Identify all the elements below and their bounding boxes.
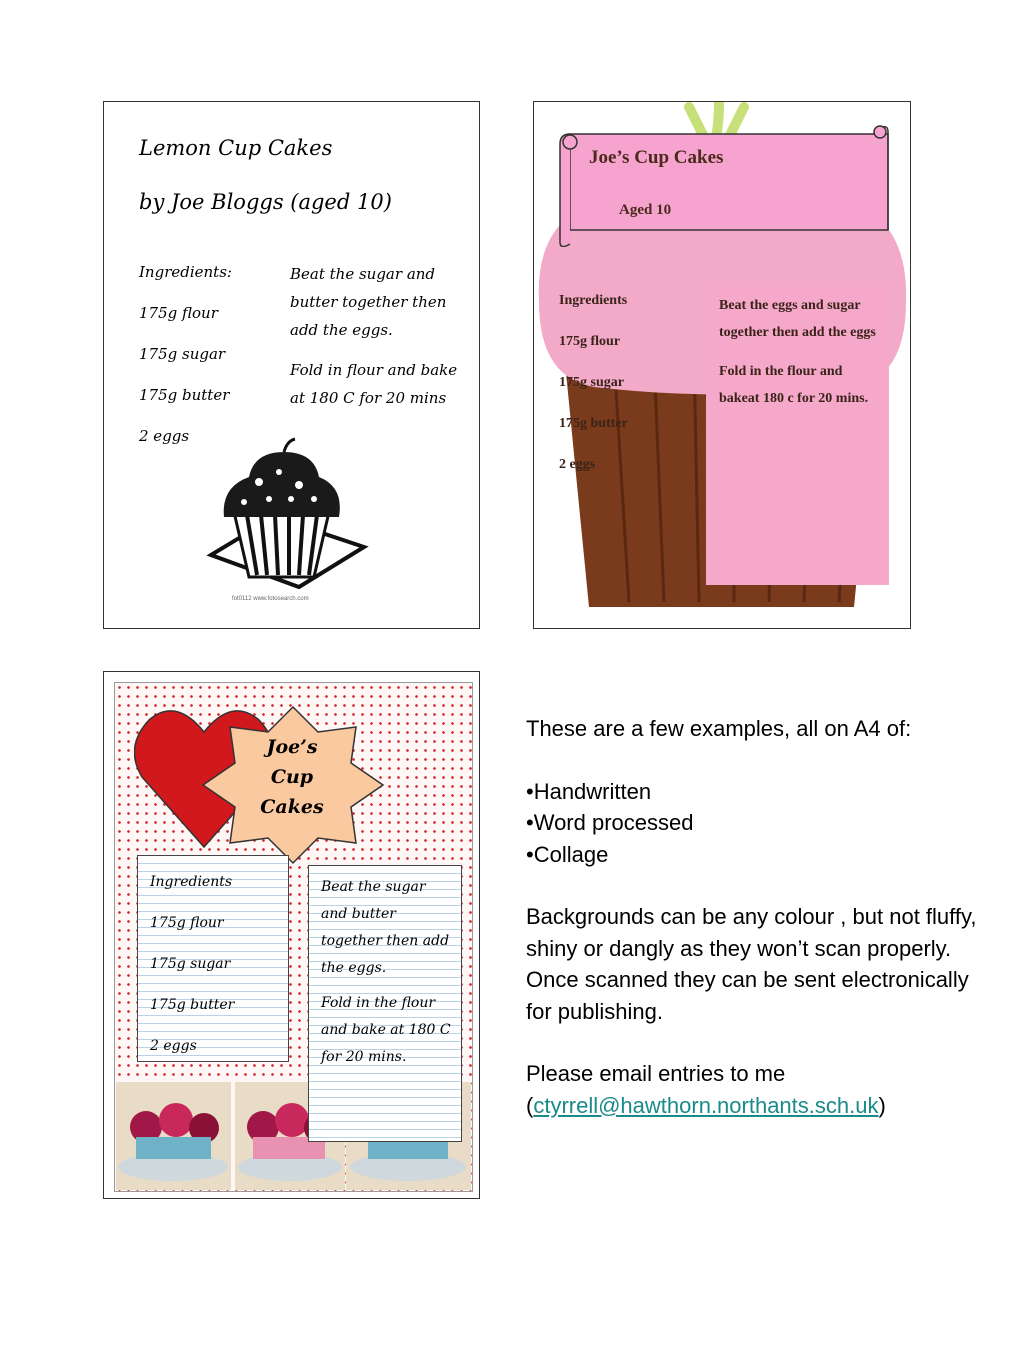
bullet-item: •Handwritten [526,778,652,804]
ingredient-item: 2 eggs [150,1038,197,1054]
method-card [308,865,462,1142]
email-line [526,1058,996,1121]
email-prefix: Please email entries to me ( [526,1061,786,1118]
banner-title: Joe’s Cup Cakes [589,147,724,168]
ingredient-item: 175g butter [139,386,230,404]
background-note: Backgrounds can be any colour , but not fluffy, shiny or dangly as they won’t scan properly. Once scanned they can be sent electronically for publishing. [526,904,977,1024]
ingredients-heading: Ingredients: [139,263,232,281]
star-title [232,732,352,822]
method-step: Beat the sugar and butter together then add the eggs. [290,265,447,339]
bullet-item: •Word processed [526,810,694,835]
recipe-author: by Joe Bloggs (aged 10) [139,190,392,214]
ingredient-item: 175g butter [150,997,235,1013]
banner-subtitle: Aged 10 [619,202,672,218]
method-step: Beat the eggs and sugar together then add the eggs [719,298,876,340]
instructions-text [526,713,996,1121]
ingredient-item: 175g flour [139,304,218,322]
ingredient-item: 175g sugar [559,375,624,390]
ingredients-card [137,855,289,1062]
ingredient-item: 175g butter [559,416,628,431]
ingredients-list [150,862,234,1067]
method-step: Beat the sugar and butter together then add the eggs. [321,879,450,976]
method-text [290,260,465,424]
ingredient-item: 175g sugar [139,345,226,363]
star-title-line: Cup [270,766,314,788]
handwritten-example-panel [103,101,480,629]
intro-text: These are a few examples, all on A4 of: [526,716,912,741]
ingredients-heading: Ingredients [150,874,233,890]
ingredient-item: 2 eggs [559,457,596,472]
method-step: Fold in flour and bake at 180 C for 20 mins [290,361,458,407]
ingredient-item: 175g flour [150,915,224,931]
star-title-line: Joe’s [266,736,318,758]
ingredient-item: 2 eggs [139,427,190,445]
ingredient-item: 175g sugar [150,956,231,972]
ingredients-list [139,252,232,457]
bullet-item: •Collage [526,841,609,867]
email-link[interactable]: ctyrrell@hawthorn.northants.sch.uk [533,1092,879,1118]
collage-example-panel [103,671,480,1199]
image-credit: fot0112 www.fotosearch.com [232,596,309,602]
method-step: Fold in the flour and bakeat 180 c for 20 mins. [719,364,869,406]
cupcake-sketch-icon [199,437,374,597]
method-text [719,292,879,424]
ingredients-heading: Ingredients [559,293,628,308]
scroll-banner [552,122,892,247]
method-step: Fold in the flour and bake at 180 C for 20 mins. [321,995,451,1065]
star-title-line: Cakes [260,796,324,818]
cupcake-photo [116,1082,231,1190]
method-text [321,874,456,1079]
ingredient-item: 175g flour [559,334,621,349]
ingredients-list [559,280,628,485]
recipe-title: Lemon Cup Cakes [139,136,333,160]
word-processed-example-panel [533,101,911,629]
email-suffix: ) [878,1092,886,1118]
